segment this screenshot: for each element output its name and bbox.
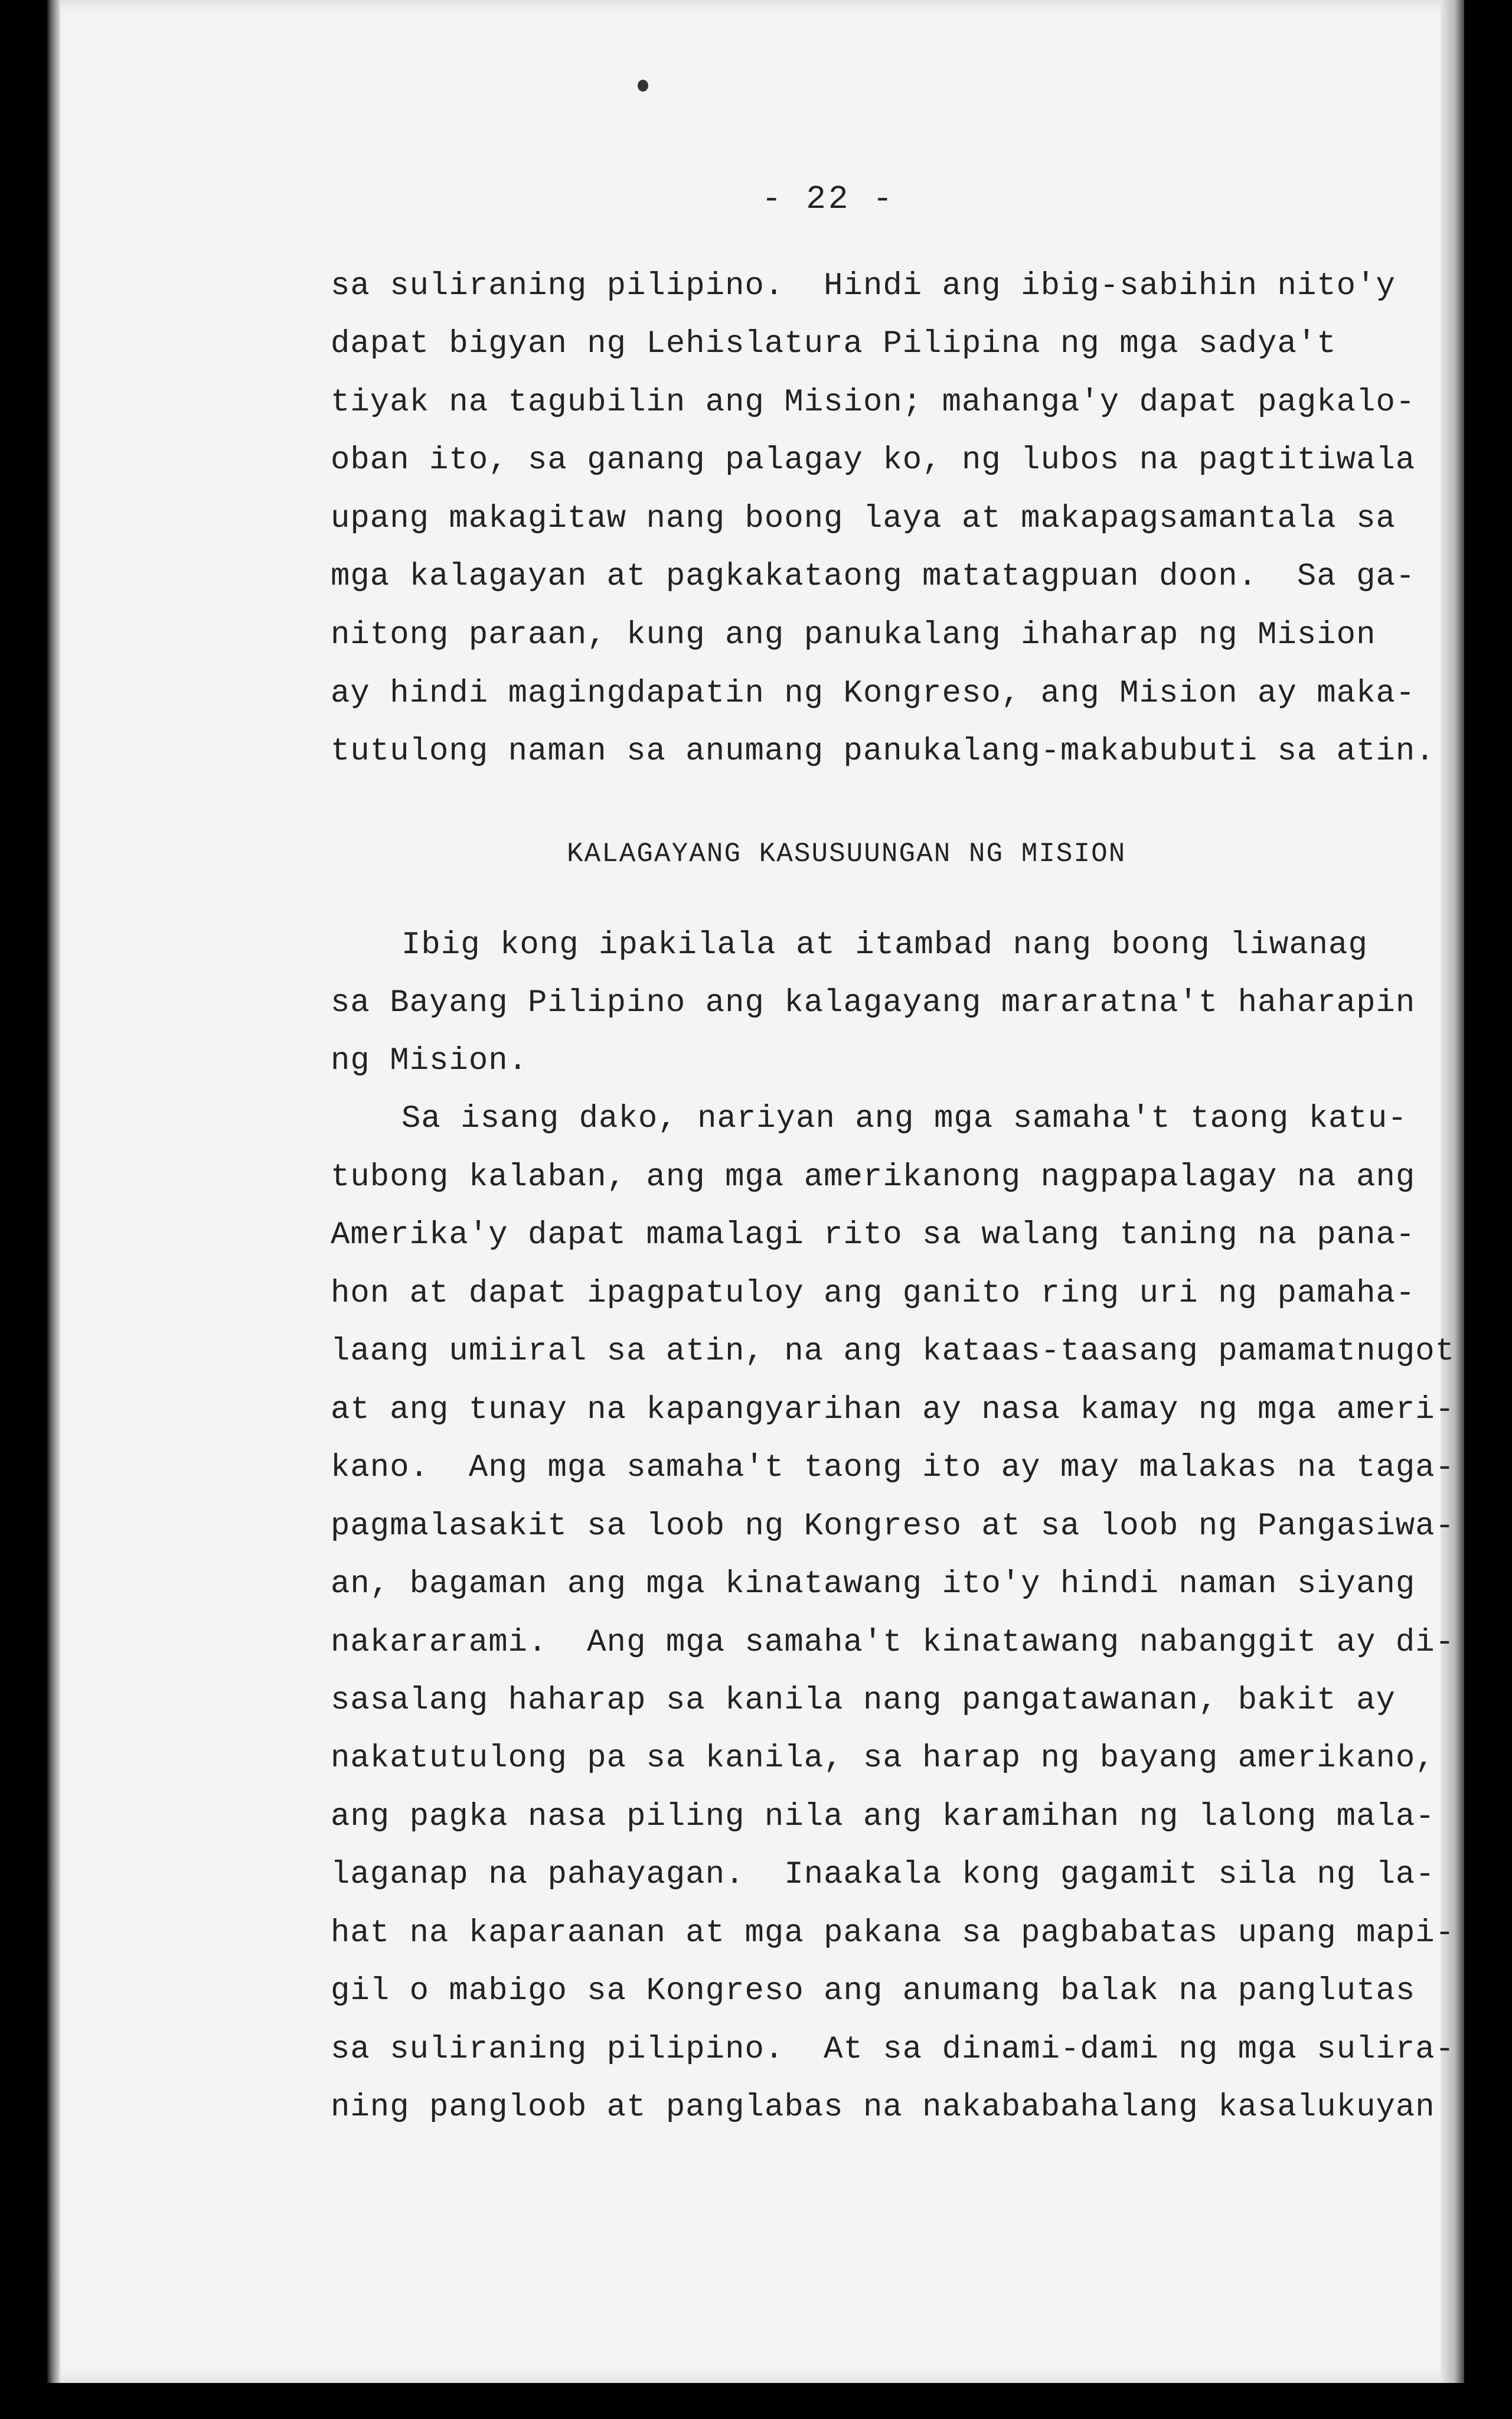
section-heading: KALAGAYANG KASUSUUNGAN NG MISION bbox=[567, 839, 1126, 869]
text-line: ay hindi magingdapatin ng Kongreso, ang Mision ay maka- bbox=[331, 676, 1416, 712]
text-line: hon at dapat ipagpatuloy ang ganito ring uri ng pamaha- bbox=[331, 1276, 1416, 1312]
text-line: ning pangloob at panglabas na nakababahalang kasalukuyan bbox=[331, 2089, 1435, 2125]
text-line: sa suliraning pilipino. Hindi ang ibig-sabihin nito'y bbox=[331, 268, 1396, 304]
text-line: at ang tunay na kapangyarihan ay nasa kamay ng mga ameri- bbox=[331, 1392, 1455, 1428]
left-binding-edge bbox=[47, 0, 60, 2383]
text-line: ng Mision. bbox=[331, 1043, 528, 1079]
text-line: nitong paraan, kung ang panukalang ihaharap ng Mision bbox=[331, 617, 1376, 653]
text-line: mga kalagayan at pagkakataong matatagpuan doon. Sa ga- bbox=[331, 559, 1416, 595]
text-line: pagmalasakit sa loob ng Kongreso at sa loob ng Pangasiwa- bbox=[331, 1508, 1455, 1544]
text-line: dapat bigyan ng Lehislatura Pilipina ng mga sadya't bbox=[331, 326, 1337, 362]
text-line: tubong kalaban, ang mga amerikanong nagpapalagay na ang bbox=[331, 1159, 1416, 1195]
text-line: Sa isang dako, nariyan ang mga samaha't taong katu- bbox=[401, 1101, 1408, 1137]
text-line: laganap na pahayagan. Inaakala kong gagamit sila ng la- bbox=[331, 1857, 1435, 1893]
text-line: laang umiiral sa atin, na ang kataas-taasang pamamatnugot bbox=[331, 1334, 1455, 1370]
text-line: upang makagitaw nang boong laya at makapagsamantala sa bbox=[331, 501, 1396, 537]
text-line: sa suliraning pilipino. At sa dinami-dami ng mga sulira- bbox=[331, 2032, 1455, 2068]
text-line: nakararami. Ang mga samaha't kinatawang nabanggit ay di- bbox=[331, 1625, 1455, 1661]
text-line: Ibig kong ipakilala at itambad nang boong liwanag bbox=[401, 927, 1368, 963]
text-line: tutulong naman sa anumang panukalang-makabubuti sa atin. bbox=[331, 733, 1435, 770]
ink-mark bbox=[638, 80, 648, 92]
right-paper-edge bbox=[1441, 0, 1464, 2383]
text-line: gil o mabigo sa Kongreso ang anumang balak na panglutas bbox=[331, 1973, 1416, 2009]
text-line: an, bagaman ang mga kinatawang ito'y hindi naman siyang bbox=[331, 1566, 1416, 1602]
text-line: sasalang haharap sa kanila nang pangatawanan, bakit ay bbox=[331, 1683, 1396, 1719]
text-line: oban ito, sa ganang palagay ko, ng lubos na pagtitiwala bbox=[331, 442, 1416, 478]
text-line: tiyak na tagubilin ang Mision; mahanga'y dapat pagkalo- bbox=[331, 384, 1416, 420]
text-line: nakatutulong pa sa kanila, sa harap ng bayang amerikano, bbox=[331, 1740, 1435, 1776]
text-line: Amerika'y dapat mamalagi rito sa walang taning na pana- bbox=[331, 1217, 1416, 1253]
text-line: kano. Ang mga samaha't taong ito ay may malakas na taga- bbox=[331, 1450, 1455, 1486]
page-number: - 22 - bbox=[762, 180, 895, 218]
text-line: ang pagka nasa piling nila ang karamihan ng lalong mala- bbox=[331, 1799, 1435, 1835]
text-line: hat na kaparaanan at mga pakana sa pagbabatas upang mapi- bbox=[331, 1915, 1455, 1951]
text-line: sa Bayang Pilipino ang kalagayang mararatna't haharapin bbox=[331, 985, 1416, 1021]
